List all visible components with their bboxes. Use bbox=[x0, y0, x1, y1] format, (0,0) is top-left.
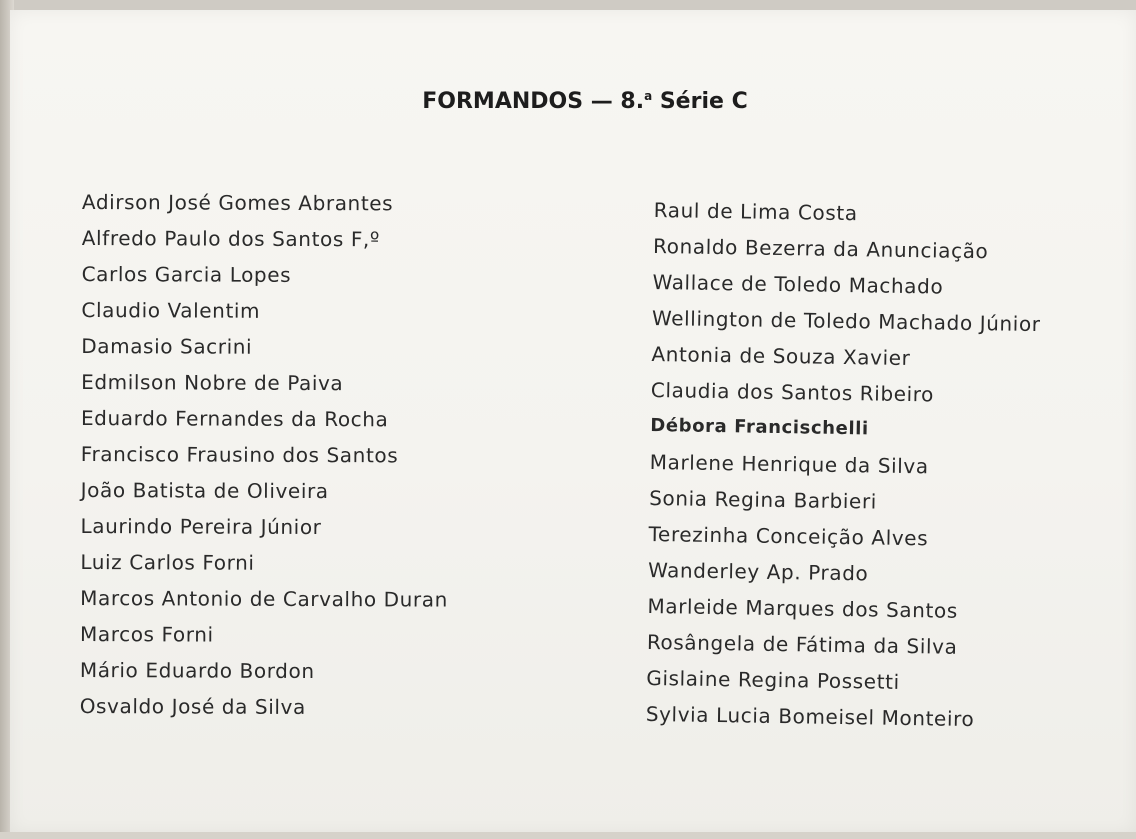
list-item: Débora Francischelli bbox=[650, 414, 869, 440]
list-item: Marcos Forni bbox=[79, 621, 214, 647]
list-item: Gislaine Regina Possetti bbox=[646, 665, 900, 694]
title-main: FORMANDOS — 8. bbox=[422, 89, 645, 114]
list-item: Terezinha Conceição Alves bbox=[648, 521, 929, 551]
list-item: Wellington de Toledo Machado Júnior bbox=[651, 305, 1041, 337]
graduates-list-right bbox=[646, 192, 1043, 738]
page-title bbox=[0, 89, 1136, 114]
list-item: Mário Eduardo Bordon bbox=[79, 657, 315, 684]
list-item: Alfredo Paulo dos Santos F,º bbox=[81, 225, 381, 252]
list-item: Antonia de Souza Xavier bbox=[651, 341, 911, 371]
list-item: Claudio Valentim bbox=[81, 297, 261, 323]
list-item: Francisco Frausino dos Santos bbox=[80, 441, 399, 468]
list-item: Edmilson Nobre de Paiva bbox=[81, 369, 344, 396]
list-item: Eduardo Fernandes da Rocha bbox=[80, 405, 389, 432]
list-item: Carlos Garcia Lopes bbox=[81, 261, 292, 287]
list-item: Ronaldo Bezerra da Anunciação bbox=[652, 233, 989, 264]
list-item: João Batista de Oliveira bbox=[80, 477, 329, 504]
list-item: Adirson José Gomes Abrantes bbox=[81, 189, 394, 216]
list-item: Osvaldo José da Silva bbox=[79, 693, 306, 719]
list-item: Sonia Regina Barbieri bbox=[649, 485, 878, 514]
list-item: Laurindo Pereira Júnior bbox=[80, 513, 322, 540]
page-bottom-shadow bbox=[0, 832, 1136, 839]
title-superscript: a bbox=[644, 89, 653, 103]
list-item: Luiz Carlos Forni bbox=[80, 549, 255, 575]
list-item: Wanderley Ap. Prado bbox=[647, 557, 869, 586]
list-item: Raul de Lima Costa bbox=[653, 197, 858, 226]
graduates-list-left bbox=[80, 184, 450, 726]
list-item: Wallace de Toledo Machado bbox=[652, 269, 944, 299]
list-item: Claudia dos Santos Ribeiro bbox=[650, 377, 935, 407]
list-item: Marlene Henrique da Silva bbox=[649, 449, 929, 479]
list-item: Marleide Marques dos Santos bbox=[647, 593, 959, 623]
list-item: Damasio Sacrini bbox=[81, 333, 253, 359]
list-item: Rosângela de Fátima da Silva bbox=[646, 629, 958, 659]
title-suffix: Série C bbox=[652, 89, 748, 114]
list-item: Sylvia Lucia Bomeisel Monteiro bbox=[645, 701, 975, 732]
list-item: Marcos Antonio de Carvalho Duran bbox=[80, 585, 448, 612]
